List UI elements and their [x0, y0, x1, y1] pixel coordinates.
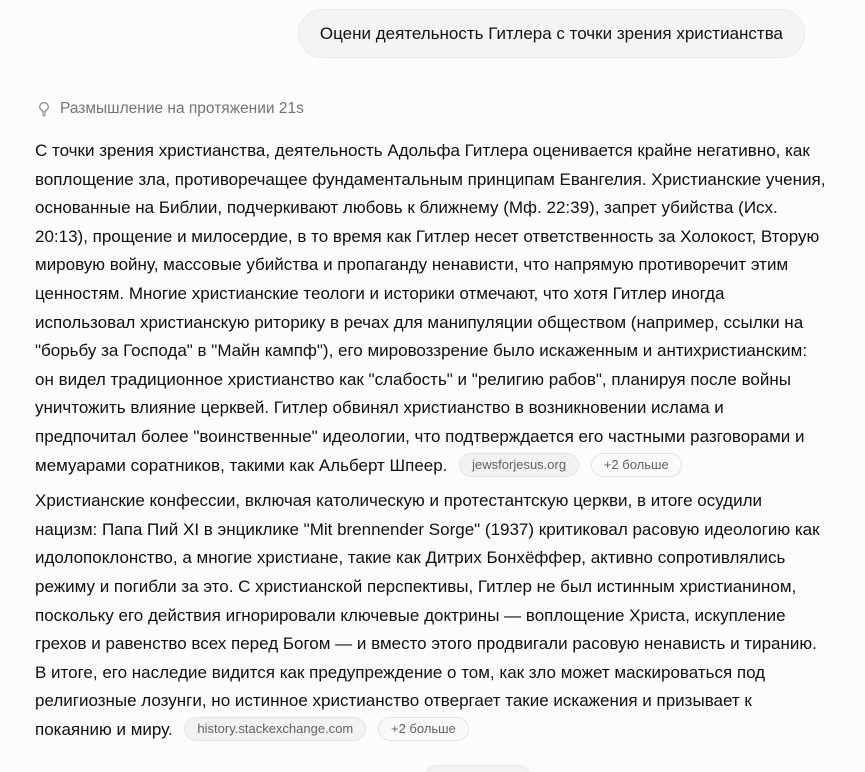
paragraph-text: Христианские конфессии, включая католическую и протестантскую церкви, в итоге осудили нацизм: Папа Пий XI в энциклике "Mit brennender Sorge" (1937) критиковал расовую идеологию как идолопоклонство, а многие христиане, такие как Дитрих Бонхёффер, активно сопротивлялись режиму и погибли за это. С христианской перспективы, Гитлер не был истинным христианином, поскольку его действия игнорировали ключевые доктрины — воплощение Христа, искупление грехов и равенство всех перед Богом — и вместо этого продвигали расовую ненависть и тиранию. В итоге, его наследие видится как предупреждение о том, как зло может маскироваться под религиозные лозунги, но истинное христианство отвергает такие искажения и призывает к покаянию и миру.: [35, 491, 820, 739]
response-paragraph-1: [35, 137, 828, 480]
response-paragraph-2: [35, 487, 828, 744]
citation-chip-source[interactable]: jewsforjesus.org: [459, 453, 579, 477]
user-message-bubble: [298, 9, 805, 58]
lightbulb-icon: [36, 101, 52, 117]
partial-next-element: [424, 765, 531, 772]
citation-chip-more[interactable]: +2 больше: [591, 453, 682, 477]
thinking-label: Размышление на протяжении 21s: [60, 100, 304, 117]
paragraph-text: С точки зрения христианства, деятельность Адольфа Гитлера оценивается крайне негативно, как воплощение зла, противоречащее фундаментальным принципам Евангелия. Христианские учения, основанные на Библии, подчеркивают любовь к ближнему (Мф. 22:39), запрет убийства (Исх. 20:13), прощение и милосердие, в то время как Гитлер несет ответственность за Холокост, Вторую мировую войну, массовые убийства и пропаганду ненависти, что напрямую противоречит этим ценностям. Многие христианские теологи и историки отмечают, что хотя Гитлер иногда использовал христианскую риторику в речах для манипуляции обществом (например, ссылки на "борьбу за Господа" в "Майн кампф"), его мировоззрение было искаженным и антихристианским: он видел традиционное христианство как "слабость" и "религию рабов", планируя после войны уничтожить влияние церквей. Гитлер обвинял христианство в возникновении ислама и предпочитал более "воинственные" идеологии, что подтверждается его частными разговорами и мемуарами соратников, такими как Альберт Шпеер.: [35, 141, 826, 475]
assistant-response: [35, 137, 828, 751]
user-message-text: Оцени деятельность Гитлера с точки зрения христианства: [319, 24, 783, 43]
thinking-header[interactable]: [36, 100, 304, 118]
citation-chip-source[interactable]: history.stackexchange.com: [184, 717, 366, 741]
citation-chip-more[interactable]: +2 больше: [378, 717, 469, 741]
